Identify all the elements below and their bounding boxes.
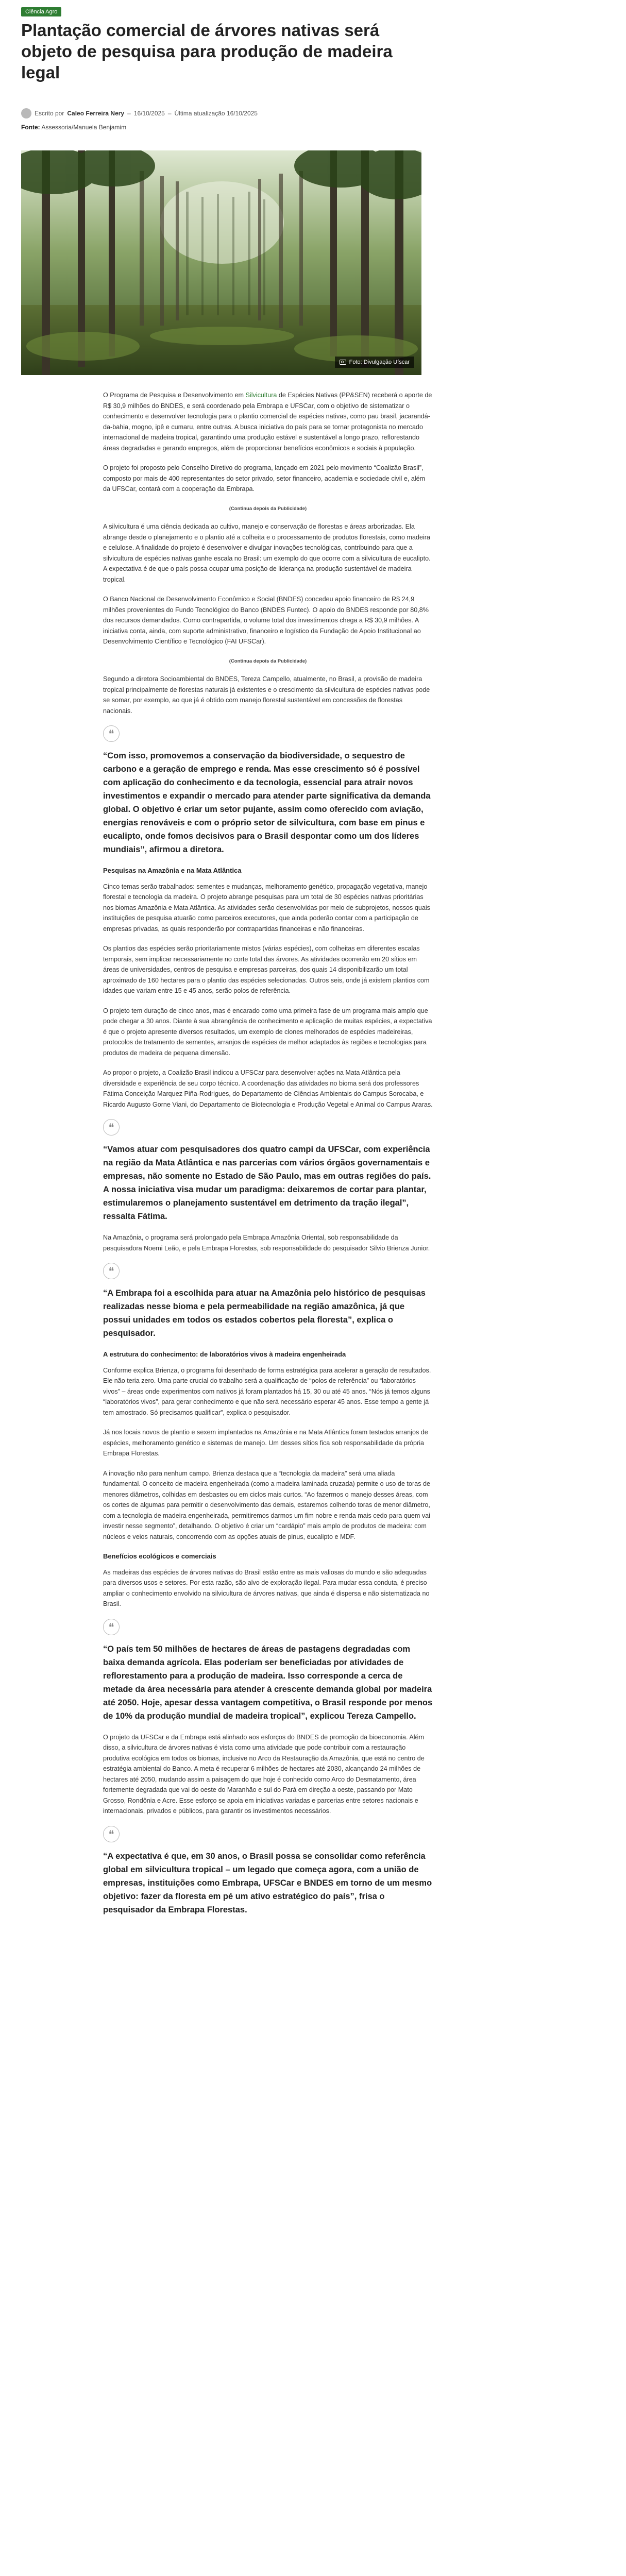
paragraph: Cinco temas serão trabalhados: sementes e mudanças, melhoramento genético, propagação vegetativa, manejo florestal e tecnologia da madeira. O projeto abrange pesquisas para um total de 30 espécies nativas prioritárias nos biomas Amazônia e Mata Atlântica. As atividades serão desenvolvidas por meio de subprojetos, nossos quais instituições de pesquisa atuarão como parceiros executores, que ainda poderão contar com a participação de empresas privadas, as quais responderão por contrapartidas financeiras e não financeiras. (103, 883, 430, 933)
source-label: Fonte: (21, 124, 40, 131)
paragraph: A inovação não para nenhum campo. Brienza destaca que a “tecnologia da madeira” será uma aliada fundamental. O conceito de madeira engenheirada (como a madeira laminada cruzada) permite o uso de toras de menores diâmetros, colhidas em desbastes ou em ciclos mais curtos. “Ao fazermos o manejo desses áreas, com os cortes de algumas para permitir o desenvolvimento das demais, estaremos colhendo toras de menor diâmetro, com a tecnologia de madeira engenheirada, permitiremos darmos um fim nobre e renda mais cedo para quem vai investir nesse segmento”, detalhando. O objetivo é criar um “cardápio” mais amplo de produtos de madeira: com núcleos e veios naturais, concorrendo com as opções atuais de pinus, eucalipto e MDF. (103, 1469, 430, 1540)
paragraph: O Banco Nacional de Desenvolvimento Econômico e Social (BNDES) concedeu apoio financeiro de R$ 24,9 milhões provenientes do Fundo Tecnológico do Banco (BNDES Funtec). O apoio do BNDES responde por 80,8% dos recursos demandados. Como contrapartida, o volume total dos investimentos chega a R$ 30,9 milhões. A iniciativa conta, ainda, com suporte administrativo, financeiro e logístico da Fundação de Apoio Institucional ao Desenvolvimento Científico e Tecnológico (FAI UFSCar). (103, 596, 429, 645)
quote-icon: ❝ (103, 1826, 120, 1842)
section-heading: A estrutura do conhecimento: de laboratórios vivos à madeira engenheirada (103, 1350, 346, 1358)
byline-prefix: Escrito por (35, 110, 64, 117)
paragraph: Na Amazônia, o programa será prolongado pela Embrapa Amazônia Oriental, sob responsabilidade da pesquisadora Noemi Leão, e pela Embrapa Florestas, sob responsabilidade do pesquisador Silvio Brienza Junior. (103, 1234, 430, 1252)
publish-date: 16/10/2025 (133, 110, 165, 117)
article-body (103, 390, 433, 1926)
byline (21, 108, 258, 118)
quote-icon: ❝ (103, 1263, 120, 1279)
section-heading: Benefícios ecológicos e comerciais (103, 1552, 216, 1560)
author-name[interactable]: Caleo Ferreira Nery (67, 110, 125, 117)
paragraph: Já nos locais novos de plantio e sexem implantados na Amazônia e na Mata Atlântica foram testados arranjos de espécies, melhoramento genético e sistemas de manejo. Um desses sítios fica sob responsabilidade da própria Embrapa Florestas. (103, 1429, 428, 1457)
paragraph-text: O Programa de Pesquisa e Desenvolvimento em (103, 392, 246, 399)
paragraph (103, 390, 433, 453)
byline-separator: – (127, 110, 131, 117)
pull-quote: “Com isso, promovemos a conservação da biodiversidade, o sequestro de carbono e a geração de emprego e renda. Mas esse crescimento só é possível com aplicação do conhecimento e da tecnologia, essencial para atrair novos investimentos e expandir o mercado para atender parte significativa da demanda global. O objetivo é criar um setor pujante, assim como oferecido com aviação, energias renováveis e com o próprio setor de silvicultura, com base em pinus e eucalipto, onde fomos decisivos para o Brasil despontar como um dos líderes mundiais”, afirmou a diretora. (103, 751, 431, 854)
pull-quote: “Vamos atuar com pesquisadores dos quatro campi da UFSCar, com experiência na região da Mata Atlântica e nas parcerias com vários órgãos governamentais e empresas, não somente no Estado de São Paulo, mas em outras regiões do país. A nossa iniciativa visa mudar um paradigma: deixaremos de cortar para plantar, estimularemos o planejamento sustentável em detrimento da tração ilegal”, ressalta Fátima. (103, 1145, 431, 1221)
featured-photo (21, 150, 421, 375)
paragraph: Os plantios das espécies serão prioritariamente mistos (várias espécies), com colheitas em diferentes escalas temporais, sem implicar necessariamente no corte total das árvores. As atividades ocorrerão em 20 sítios em áreas de universidades, centros de pesquisa e empresas parceiras, dos quais 14 disponibilizarão um total aproximado de 160 hectares para o plantio das espécies selecionadas. Outros seis, onde já existem plantios com idades que variam entre 15 e 45 anos, serão polos de referência. (103, 945, 430, 994)
paragraph: O projeto da UFSCar e da Embrapa está alinhado aos esforços do BNDES de promoção da bioeconomia. Além disso, a silvicultura de árvores nativas é vista como uma atividade que pode contribuir com a restauração produtiva ecológica em todos os biomas, inclusive no Arco da Restauração da Amazônia, que está no centro de estratégia ambiental do Banco. A meta é recuperar 6 milhões de hectares até 2030, alcançando 24 milhões de hectares até 2050, mudando assim a paisagem do que hoje é conhecido como Arco do Desmatamento, área fortemente degradada que vai do oeste do Maranhão e sul do Pará em direção a oeste, passando por Mato Grosso, Rondônia e Acre. Esse esforço se apoia em iniciativas variadas e parcerias entre setores nacionais e internacionais, privados e públicos, para garantir os investimentos necessários. (103, 1733, 425, 1815)
paragraph: O projeto tem duração de cinco anos, mas é encarado como uma primeira fase de um programa mais amplo que pode chegar a 30 anos. Diante à sua abrangência de conhecimento e aplicação de muitas espécies, a expectativa é que o projeto apresente diversos resultados, um exemplo de clones melhorados de espécies madeireiras, protocolos de tratamento de sementes, arranjos de espécies de melhor adaptados às regiões e tecnologias para produtos de madeira de pequena dimensão. (103, 1007, 432, 1057)
source-line (21, 124, 126, 131)
ad-label: (Continua depois da Publicidade) (229, 505, 307, 512)
paragraph: Conforme explica Brienza, o programa foi desenhado de forma estratégica para acelerar a geração de resultados. Ele não teria zero. Uma parte crucial do trabalho será a qualificação de “polos de referência” ou “laboratórios vivos” – áreas onde experimentos com nativos já foram plantados há 15, 30 ou até 45 anos. “Nós já temos alguns “laboratórios vivos”, para gerar conhecimento e que não será necessário esperar 45 anos. Esse tempo a gente já tem amostrado. Só precisamos qualificar”, explica o pesquisador. (103, 1366, 431, 1416)
page-title: Plantação comercial de árvores nativas será objeto de pesquisa para produção de madeira legal (21, 21, 393, 82)
pull-quote: “O país tem 50 milhões de hectares de áreas de pastagens degradadas com baixa demanda agrícola. Elas poderiam ser beneficiadas por atividades de reflorestamento para a produção de madeira. Isso corresponde a cerca de metade da área necessária para atender à crescente demanda global por madeira até 2050. Hoje, apesar dessa vantagem competitiva, o Brasil responde por menos de 10% da produção mundial de madeira tropical”, explicou Tereza Campello. (103, 1644, 433, 1721)
paragraph-text: de Espécies Nativas (PP&SEN) receberá o aporte de R$ 30,9 milhões do BNDES, e será coordenado pela Embrapa e UFSCar, com o objetivo de sistematizar o conhecimento e desenvolver tecnologia para o plantio comercial de espécies nativas, como pau brasil, jacarandá-da-bahia, mogno, ipê e cumaru, entre outras. A busca iniciativa do país para se tornar protagonista no mercado internacional de madeira tropical, garantindo uma produção estável e sustentável a longo prazo, reflorestando áreas degradadas e gerando empregos, além de proporcionar benefícios econômicos e sociais à população. (103, 392, 432, 452)
quote-icon: ❝ (103, 1119, 120, 1136)
paragraph: O projeto foi proposto pelo Conselho Diretivo do programa, lançado em 2021 pelo movimento “Coalizão Brasil”, composto por mais de 400 representantes do setor privado, setor financeiro, academia e sociedade civil e, além da UFSCar, contará com a cooperação da Embrapa. (103, 464, 426, 493)
camera-icon (340, 360, 346, 365)
section-heading: Pesquisas na Amazônia e na Mata Atlântica (103, 867, 242, 874)
forest-image (21, 150, 421, 375)
silvicultura-link[interactable]: Silvicultura (245, 392, 277, 399)
photo-credit (335, 357, 414, 368)
pull-quote: “A Embrapa foi a escolhida para atuar na Amazônia pelo histórico de pesquisas realizadas nesse bioma e pela permeabilidade na região amazônica, já que possui unidades em todos os estados cobertos pela floresta”, explica o pesquisador. (103, 1289, 426, 1338)
source-value: Assessoria/Manuela Benjamim (41, 124, 127, 131)
paragraph: Segundo a diretora Socioambiental do BNDES, Tereza Campello, atualmente, no Brasil, a provisão de madeira tropical principalmente de florestas naturais já existentes e o crescimento da silvicultura de espécies nativas pode se somar, por exemplo, ao que já é obtido com manejo florestal sustentável em concessões de florestas nacionais. (103, 675, 430, 715)
paragraph: Ao propor o projeto, a Coalizão Brasil indicou a UFSCar para desenvolver ações na Mata Atlântica pela diversidade e experiência de seu corpo técnico. A coordenação das atividades no bioma será dos professores Fátima Conceição Marquez Piña-Rodrigues, do Departamento de Ciências Ambientais do Campus Sorocaba, e Ricardo Augusto Gorne Viani, do Departamento de Biotecnologia e Produção Vegetal e Animal do Campus Araras. (103, 1069, 433, 1108)
quote-icon: ❝ (103, 725, 120, 742)
author-avatar (21, 108, 31, 118)
updated-date: Última atualização 16/10/2025 (174, 110, 258, 117)
photo-credit-text: Foto: Divulgação Ufscar (349, 359, 410, 365)
ad-label: (Continua depois da Publicidade) (229, 658, 307, 664)
byline-separator: – (167, 110, 172, 117)
pull-quote: “A expectativa é que, em 30 anos, o Brasil possa se consolidar como referência global em silvicultura tropical – um legado que começa agora, com a união de empresas, instituições como Embrapa, UFSCar e BNDES em torno de um mesmo objetivo: fazer da floresta em pé um ativo estratégico do país”, frisa o pesquisador da Embrapa Florestas. (103, 1851, 432, 1914)
paragraph: A silvicultura é uma ciência dedicada ao cultivo, manejo e conservação de florestas e áreas arborizadas. Ela abrange desde o planejamento e o plantio até a colheita e o processamento de produtos florestais, como madeira e celulose. A finalidade do projeto é desenvolver e divulgar inovações tecnológicas, contribuindo para que a silvicultura de espécies nativas ganhe escala no Brasil: um exemplo do que ocorre com a silvicultura de eucalipto. A expectativa é de que o país possa ocupar uma posição de liderança na produção sustentável de madeira tropical. (103, 523, 431, 583)
paragraph: As madeiras das espécies de árvores nativas do Brasil estão entre as mais valiosas do mundo e são adequadas para diversos usos e setores. Por esta razão, são alvo de exploração ilegal. Para mudar essa conduta, é preciso ampliar o conhecimento envolvido na silvicultura de árvores nativas, que ainda é dispersa e não sistematizada no Brasil. (103, 1568, 430, 1607)
quote-icon: ❝ (103, 1619, 120, 1635)
category-badge[interactable]: Ciência Agro (21, 7, 61, 16)
